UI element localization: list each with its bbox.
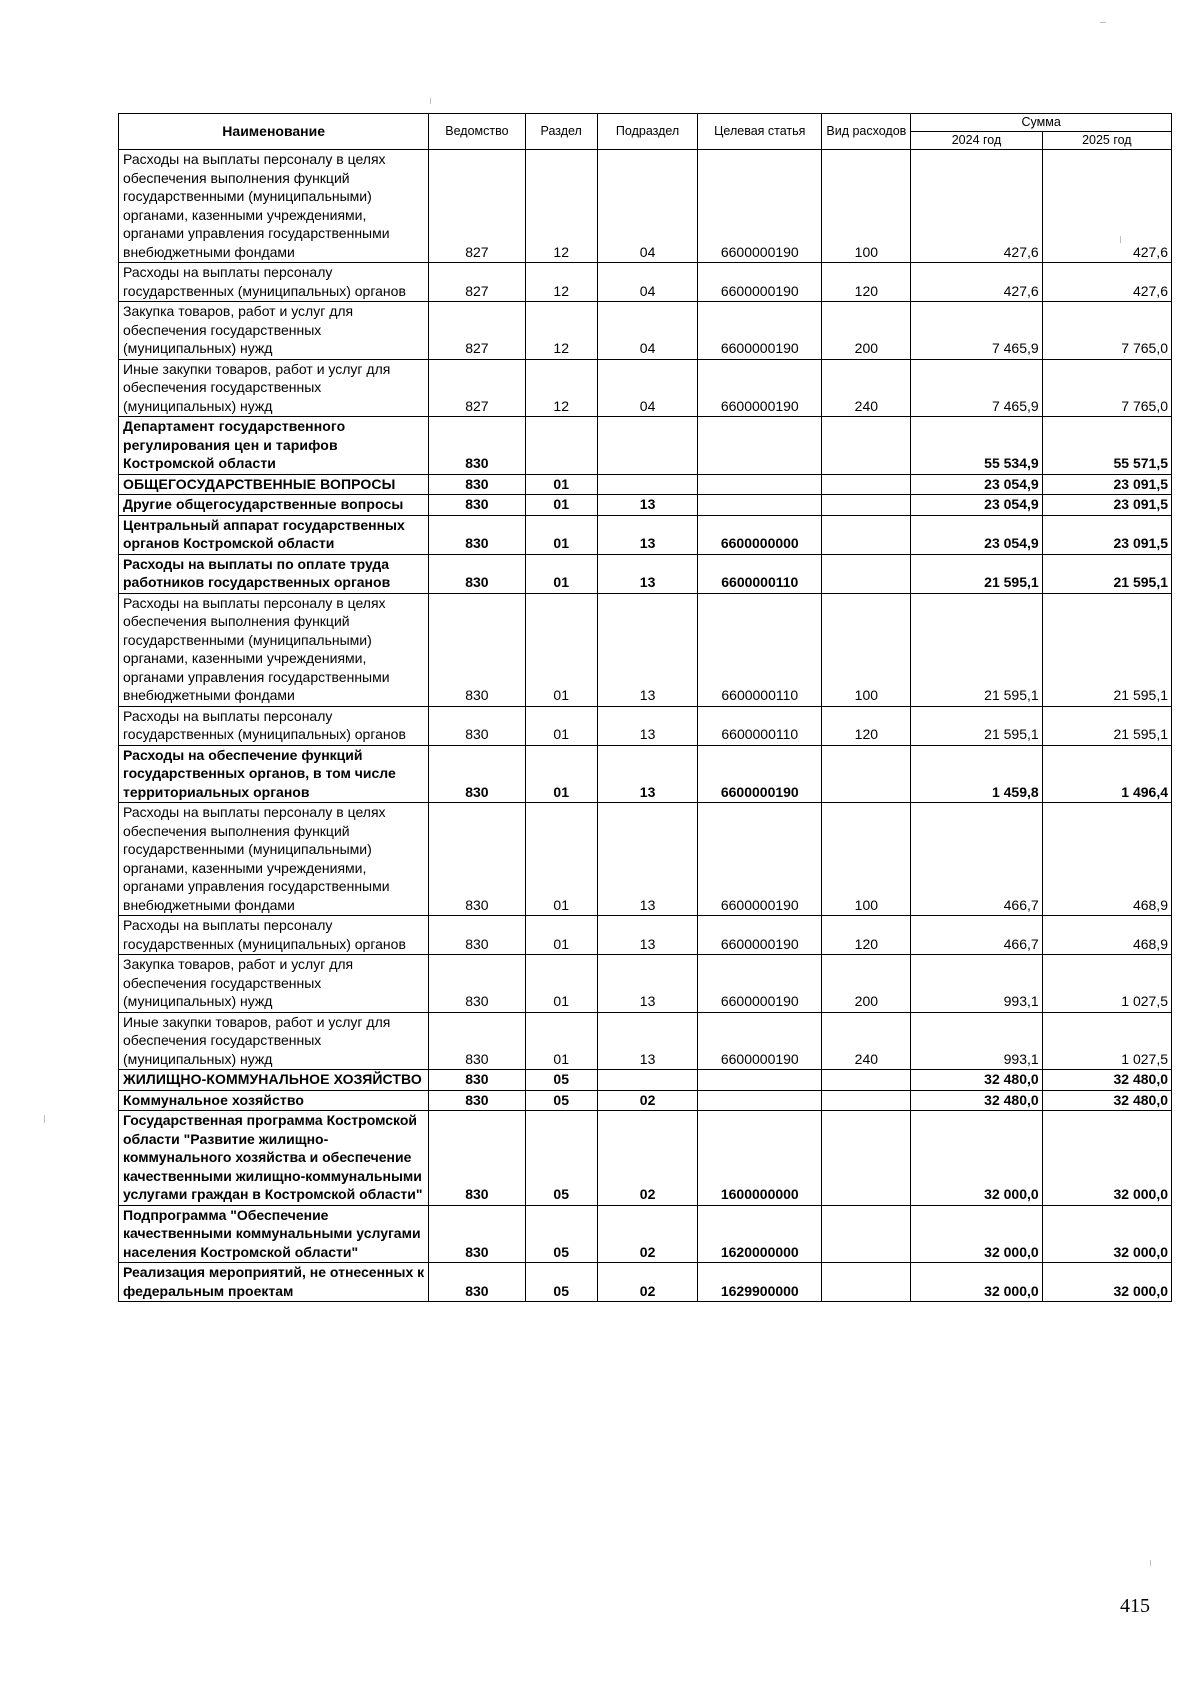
header-tselevaya-statya: Целевая статья <box>698 114 822 150</box>
cell-name: Центральный аппарат государственных органов Костромской области <box>119 515 429 554</box>
cell-sum-2025: 427,6 <box>1042 263 1171 302</box>
cell-vedomstvo: 830 <box>429 1111 525 1206</box>
cell-vedomstvo: 827 <box>429 359 525 417</box>
table-body <box>119 150 1172 1302</box>
cell-sum-2025: 468,9 <box>1042 916 1171 955</box>
budget-table <box>118 113 1172 1302</box>
cell-vid-raskhodov: 240 <box>822 359 911 417</box>
cell-razdel: 01 <box>525 554 597 593</box>
cell-razdel: 05 <box>525 1263 597 1302</box>
cell-razdel: 01 <box>525 515 597 554</box>
cell-vedomstvo: 830 <box>429 1263 525 1302</box>
cell-sum-2024: 55 534,9 <box>911 417 1042 475</box>
table-row <box>119 706 1172 745</box>
cell-podrazdel: 02 <box>597 1263 697 1302</box>
cell-name: Расходы на выплаты по оплате труда работников государственных органов <box>119 554 429 593</box>
cell-podrazdel: 13 <box>597 955 697 1013</box>
cell-sum-2025: 55 571,5 <box>1042 417 1171 475</box>
cell-vid-raskhodov: 100 <box>822 803 911 916</box>
page-number: 415 <box>1120 1595 1150 1617</box>
header-summa: Сумма <box>911 114 1172 132</box>
cell-vid-raskhodov <box>822 474 911 495</box>
cell-vedomstvo: 830 <box>429 417 525 475</box>
cell-name: ОБЩЕГОСУДАРСТВЕННЫЕ ВОПРОСЫ <box>119 474 429 495</box>
table-row <box>119 515 1172 554</box>
cell-name: Закупка товаров, работ и услуг для обеспечения государственных (муниципальных) нужд <box>119 302 429 360</box>
scan-mark <box>1100 22 1106 23</box>
cell-sum-2025: 32 000,0 <box>1042 1111 1171 1206</box>
cell-vid-raskhodov <box>822 1263 911 1302</box>
cell-sum-2024: 993,1 <box>911 1012 1042 1070</box>
cell-sum-2025: 1 496,4 <box>1042 745 1171 803</box>
cell-podrazdel: 04 <box>597 150 697 263</box>
cell-sum-2025: 32 000,0 <box>1042 1263 1171 1302</box>
cell-podrazdel: 13 <box>597 706 697 745</box>
cell-tselevaya-statya: 1629900000 <box>698 1263 822 1302</box>
table-row <box>119 803 1172 916</box>
cell-sum-2024: 466,7 <box>911 803 1042 916</box>
header-vid-raskhodov: Вид расходов <box>822 114 911 150</box>
cell-tselevaya-statya: 6600000190 <box>698 302 822 360</box>
cell-vid-raskhodov: 120 <box>822 916 911 955</box>
cell-vedomstvo: 827 <box>429 263 525 302</box>
cell-sum-2025: 21 595,1 <box>1042 593 1171 706</box>
cell-sum-2025: 32 480,0 <box>1042 1090 1171 1111</box>
cell-tselevaya-statya: 6600000110 <box>698 554 822 593</box>
table-row <box>119 359 1172 417</box>
cell-sum-2025: 23 091,5 <box>1042 495 1171 516</box>
cell-tselevaya-statya: 6600000190 <box>698 745 822 803</box>
cell-vid-raskhodov: 240 <box>822 1012 911 1070</box>
cell-podrazdel: 13 <box>597 745 697 803</box>
header-razdel: Раздел <box>525 114 597 150</box>
cell-vedomstvo: 830 <box>429 1012 525 1070</box>
cell-vid-raskhodov <box>822 495 911 516</box>
cell-podrazdel <box>597 474 697 495</box>
cell-razdel: 01 <box>525 593 597 706</box>
cell-podrazdel: 13 <box>597 1012 697 1070</box>
cell-sum-2024: 32 480,0 <box>911 1090 1042 1111</box>
cell-podrazdel: 04 <box>597 302 697 360</box>
cell-razdel: 05 <box>525 1090 597 1111</box>
cell-name: Расходы на выплаты персоналу государственных (муниципальных) органов <box>119 263 429 302</box>
cell-podrazdel: 02 <box>597 1205 697 1263</box>
cell-tselevaya-statya: 6600000190 <box>698 263 822 302</box>
cell-podrazdel: 13 <box>597 495 697 516</box>
cell-name: Расходы на обеспечение функций государственных органов, в том числе территориальных органов <box>119 745 429 803</box>
cell-vedomstvo: 830 <box>429 515 525 554</box>
cell-vid-raskhodov: 120 <box>822 263 911 302</box>
cell-name: Расходы на выплаты персоналу в целях обеспечения выполнения функций государственными (муниципальными) органами, казенными учреждениями, органами управления государственными внебюджетными фондами <box>119 593 429 706</box>
table-row <box>119 916 1172 955</box>
cell-vedomstvo: 830 <box>429 474 525 495</box>
cell-tselevaya-statya: 6600000190 <box>698 150 822 263</box>
cell-podrazdel <box>597 1070 697 1091</box>
cell-name: Департамент государственного регулирования цен и тарифов Костромской области <box>119 417 429 475</box>
table-row <box>119 1090 1172 1111</box>
cell-razdel: 12 <box>525 302 597 360</box>
table-row <box>119 417 1172 475</box>
table-row <box>119 1263 1172 1302</box>
cell-tselevaya-statya: 1620000000 <box>698 1205 822 1263</box>
scan-mark <box>44 1115 45 1123</box>
cell-vedomstvo: 830 <box>429 745 525 803</box>
cell-razdel: 05 <box>525 1111 597 1206</box>
cell-sum-2024: 427,6 <box>911 263 1042 302</box>
cell-sum-2024: 7 465,9 <box>911 302 1042 360</box>
cell-sum-2024: 21 595,1 <box>911 554 1042 593</box>
cell-razdel: 12 <box>525 150 597 263</box>
cell-razdel: 01 <box>525 474 597 495</box>
cell-vedomstvo: 830 <box>429 1090 525 1111</box>
cell-razdel: 12 <box>525 359 597 417</box>
cell-sum-2024: 32 000,0 <box>911 1263 1042 1302</box>
cell-podrazdel <box>597 417 697 475</box>
cell-tselevaya-statya <box>698 1090 822 1111</box>
cell-vid-raskhodov: 120 <box>822 706 911 745</box>
cell-name: Иные закупки товаров, работ и услуг для обеспечения государственных (муниципальных) нужд <box>119 359 429 417</box>
cell-razdel: 01 <box>525 916 597 955</box>
cell-vedomstvo: 830 <box>429 1070 525 1091</box>
cell-razdel: 01 <box>525 745 597 803</box>
table-row <box>119 150 1172 263</box>
cell-tselevaya-statya <box>698 474 822 495</box>
cell-tselevaya-statya: 6600000190 <box>698 359 822 417</box>
cell-name: Закупка товаров, работ и услуг для обеспечения государственных (муниципальных) нужд <box>119 955 429 1013</box>
cell-razdel: 01 <box>525 955 597 1013</box>
table-row <box>119 263 1172 302</box>
cell-vedomstvo: 830 <box>429 916 525 955</box>
cell-razdel: 05 <box>525 1205 597 1263</box>
header-year-2024: 2024 год <box>911 132 1042 150</box>
cell-podrazdel: 02 <box>597 1090 697 1111</box>
cell-sum-2024: 23 054,9 <box>911 474 1042 495</box>
cell-sum-2024: 32 000,0 <box>911 1205 1042 1263</box>
cell-razdel: 01 <box>525 803 597 916</box>
cell-podrazdel: 13 <box>597 593 697 706</box>
cell-sum-2025: 23 091,5 <box>1042 474 1171 495</box>
cell-tselevaya-statya: 6600000190 <box>698 916 822 955</box>
cell-tselevaya-statya: 6600000190 <box>698 1012 822 1070</box>
cell-tselevaya-statya: 6600000190 <box>698 955 822 1013</box>
cell-tselevaya-statya <box>698 1070 822 1091</box>
cell-sum-2024: 32 480,0 <box>911 1070 1042 1091</box>
cell-vedomstvo: 830 <box>429 803 525 916</box>
cell-sum-2025: 21 595,1 <box>1042 706 1171 745</box>
cell-vid-raskhodov <box>822 417 911 475</box>
cell-name: Государственная программа Костромской области "Развитие жилищно-коммунального хозяйства и обеспечение качественными жилищно-коммунальными услугами граждан в Костромской области" <box>119 1111 429 1206</box>
cell-tselevaya-statya: 1600000000 <box>698 1111 822 1206</box>
cell-tselevaya-statya <box>698 417 822 475</box>
table-row <box>119 1070 1172 1091</box>
cell-vid-raskhodov <box>822 745 911 803</box>
header-name: Наименование <box>119 114 429 150</box>
cell-name: Коммунальное хозяйство <box>119 1090 429 1111</box>
cell-sum-2025: 7 765,0 <box>1042 302 1171 360</box>
cell-vid-raskhodov: 200 <box>822 955 911 1013</box>
table-row <box>119 302 1172 360</box>
cell-name: Другие общегосударственные вопросы <box>119 495 429 516</box>
scan-mark <box>430 98 431 104</box>
cell-sum-2024: 7 465,9 <box>911 359 1042 417</box>
cell-sum-2024: 21 595,1 <box>911 593 1042 706</box>
cell-vedomstvo: 830 <box>429 495 525 516</box>
cell-name: ЖИЛИЩНО-КОММУНАЛЬНОЕ ХОЗЯЙСТВО <box>119 1070 429 1091</box>
cell-tselevaya-statya: 6600000000 <box>698 515 822 554</box>
cell-name: Подпрограмма "Обеспечение качественными коммунальными услугами населения Костромской области" <box>119 1205 429 1263</box>
table-row <box>119 1012 1172 1070</box>
cell-podrazdel: 04 <box>597 263 697 302</box>
cell-vedomstvo: 827 <box>429 302 525 360</box>
cell-vid-raskhodov <box>822 554 911 593</box>
table-header <box>119 114 1172 150</box>
cell-sum-2024: 23 054,9 <box>911 515 1042 554</box>
cell-vid-raskhodov <box>822 515 911 554</box>
cell-name: Расходы на выплаты персоналу в целях обеспечения выполнения функций государственными (муниципальными) органами, казенными учреждениями, органами управления государственными внебюджетными фондами <box>119 803 429 916</box>
cell-name: Расходы на выплаты персоналу в целях обеспечения выполнения функций государственными (муниципальными) органами, казенными учреждениями, органами управления государственными внебюджетными фондами <box>119 150 429 263</box>
cell-podrazdel: 02 <box>597 1111 697 1206</box>
cell-sum-2025: 32 480,0 <box>1042 1070 1171 1091</box>
cell-vid-raskhodov <box>822 1090 911 1111</box>
cell-razdel: 12 <box>525 263 597 302</box>
table-row <box>119 593 1172 706</box>
cell-name: Иные закупки товаров, работ и услуг для обеспечения государственных (муниципальных) нужд <box>119 1012 429 1070</box>
cell-vid-raskhodov: 100 <box>822 593 911 706</box>
cell-podrazdel: 13 <box>597 916 697 955</box>
cell-podrazdel: 13 <box>597 803 697 916</box>
table-row <box>119 554 1172 593</box>
table-row <box>119 745 1172 803</box>
cell-sum-2024: 993,1 <box>911 955 1042 1013</box>
cell-podrazdel: 04 <box>597 359 697 417</box>
cell-sum-2024: 427,6 <box>911 150 1042 263</box>
cell-vedomstvo: 830 <box>429 554 525 593</box>
cell-razdel <box>525 417 597 475</box>
header-podrazdel: Подраздел <box>597 114 697 150</box>
cell-vedomstvo: 830 <box>429 1205 525 1263</box>
table-row <box>119 495 1172 516</box>
cell-vedomstvo: 827 <box>429 150 525 263</box>
cell-sum-2025: 427,6 <box>1042 150 1171 263</box>
cell-sum-2025: 468,9 <box>1042 803 1171 916</box>
cell-sum-2024: 466,7 <box>911 916 1042 955</box>
cell-sum-2024: 23 054,9 <box>911 495 1042 516</box>
header-vedomstvo: Ведомство <box>429 114 525 150</box>
table-row <box>119 955 1172 1013</box>
cell-sum-2024: 1 459,8 <box>911 745 1042 803</box>
cell-sum-2025: 32 000,0 <box>1042 1205 1171 1263</box>
cell-sum-2025: 1 027,5 <box>1042 1012 1171 1070</box>
cell-razdel: 01 <box>525 495 597 516</box>
cell-name: Реализация мероприятий, не отнесенных к федеральным проектам <box>119 1263 429 1302</box>
cell-name: Расходы на выплаты персоналу государственных (муниципальных) органов <box>119 706 429 745</box>
cell-sum-2025: 7 765,0 <box>1042 359 1171 417</box>
header-year-2025: 2025 год <box>1042 132 1171 150</box>
cell-tselevaya-statya: 6600000110 <box>698 593 822 706</box>
cell-sum-2024: 21 595,1 <box>911 706 1042 745</box>
cell-razdel: 05 <box>525 1070 597 1091</box>
cell-tselevaya-statya: 6600000110 <box>698 706 822 745</box>
table-row <box>119 474 1172 495</box>
cell-sum-2025: 23 091,5 <box>1042 515 1171 554</box>
cell-podrazdel: 13 <box>597 554 697 593</box>
cell-tselevaya-statya <box>698 495 822 516</box>
cell-sum-2025: 21 595,1 <box>1042 554 1171 593</box>
cell-vedomstvo: 830 <box>429 955 525 1013</box>
cell-vid-raskhodov: 100 <box>822 150 911 263</box>
cell-vedomstvo: 830 <box>429 593 525 706</box>
cell-sum-2025: 1 027,5 <box>1042 955 1171 1013</box>
table-row <box>119 1111 1172 1206</box>
cell-razdel: 01 <box>525 1012 597 1070</box>
cell-vedomstvo: 830 <box>429 706 525 745</box>
cell-vid-raskhodov <box>822 1070 911 1091</box>
cell-tselevaya-statya: 6600000190 <box>698 803 822 916</box>
cell-podrazdel: 13 <box>597 515 697 554</box>
cell-razdel: 01 <box>525 706 597 745</box>
cell-vid-raskhodov: 200 <box>822 302 911 360</box>
scan-mark <box>1150 1560 1151 1566</box>
cell-sum-2024: 32 000,0 <box>911 1111 1042 1206</box>
cell-vid-raskhodov <box>822 1111 911 1206</box>
cell-vid-raskhodov <box>822 1205 911 1263</box>
cell-name: Расходы на выплаты персоналу государственных (муниципальных) органов <box>119 916 429 955</box>
table-row <box>119 1205 1172 1263</box>
